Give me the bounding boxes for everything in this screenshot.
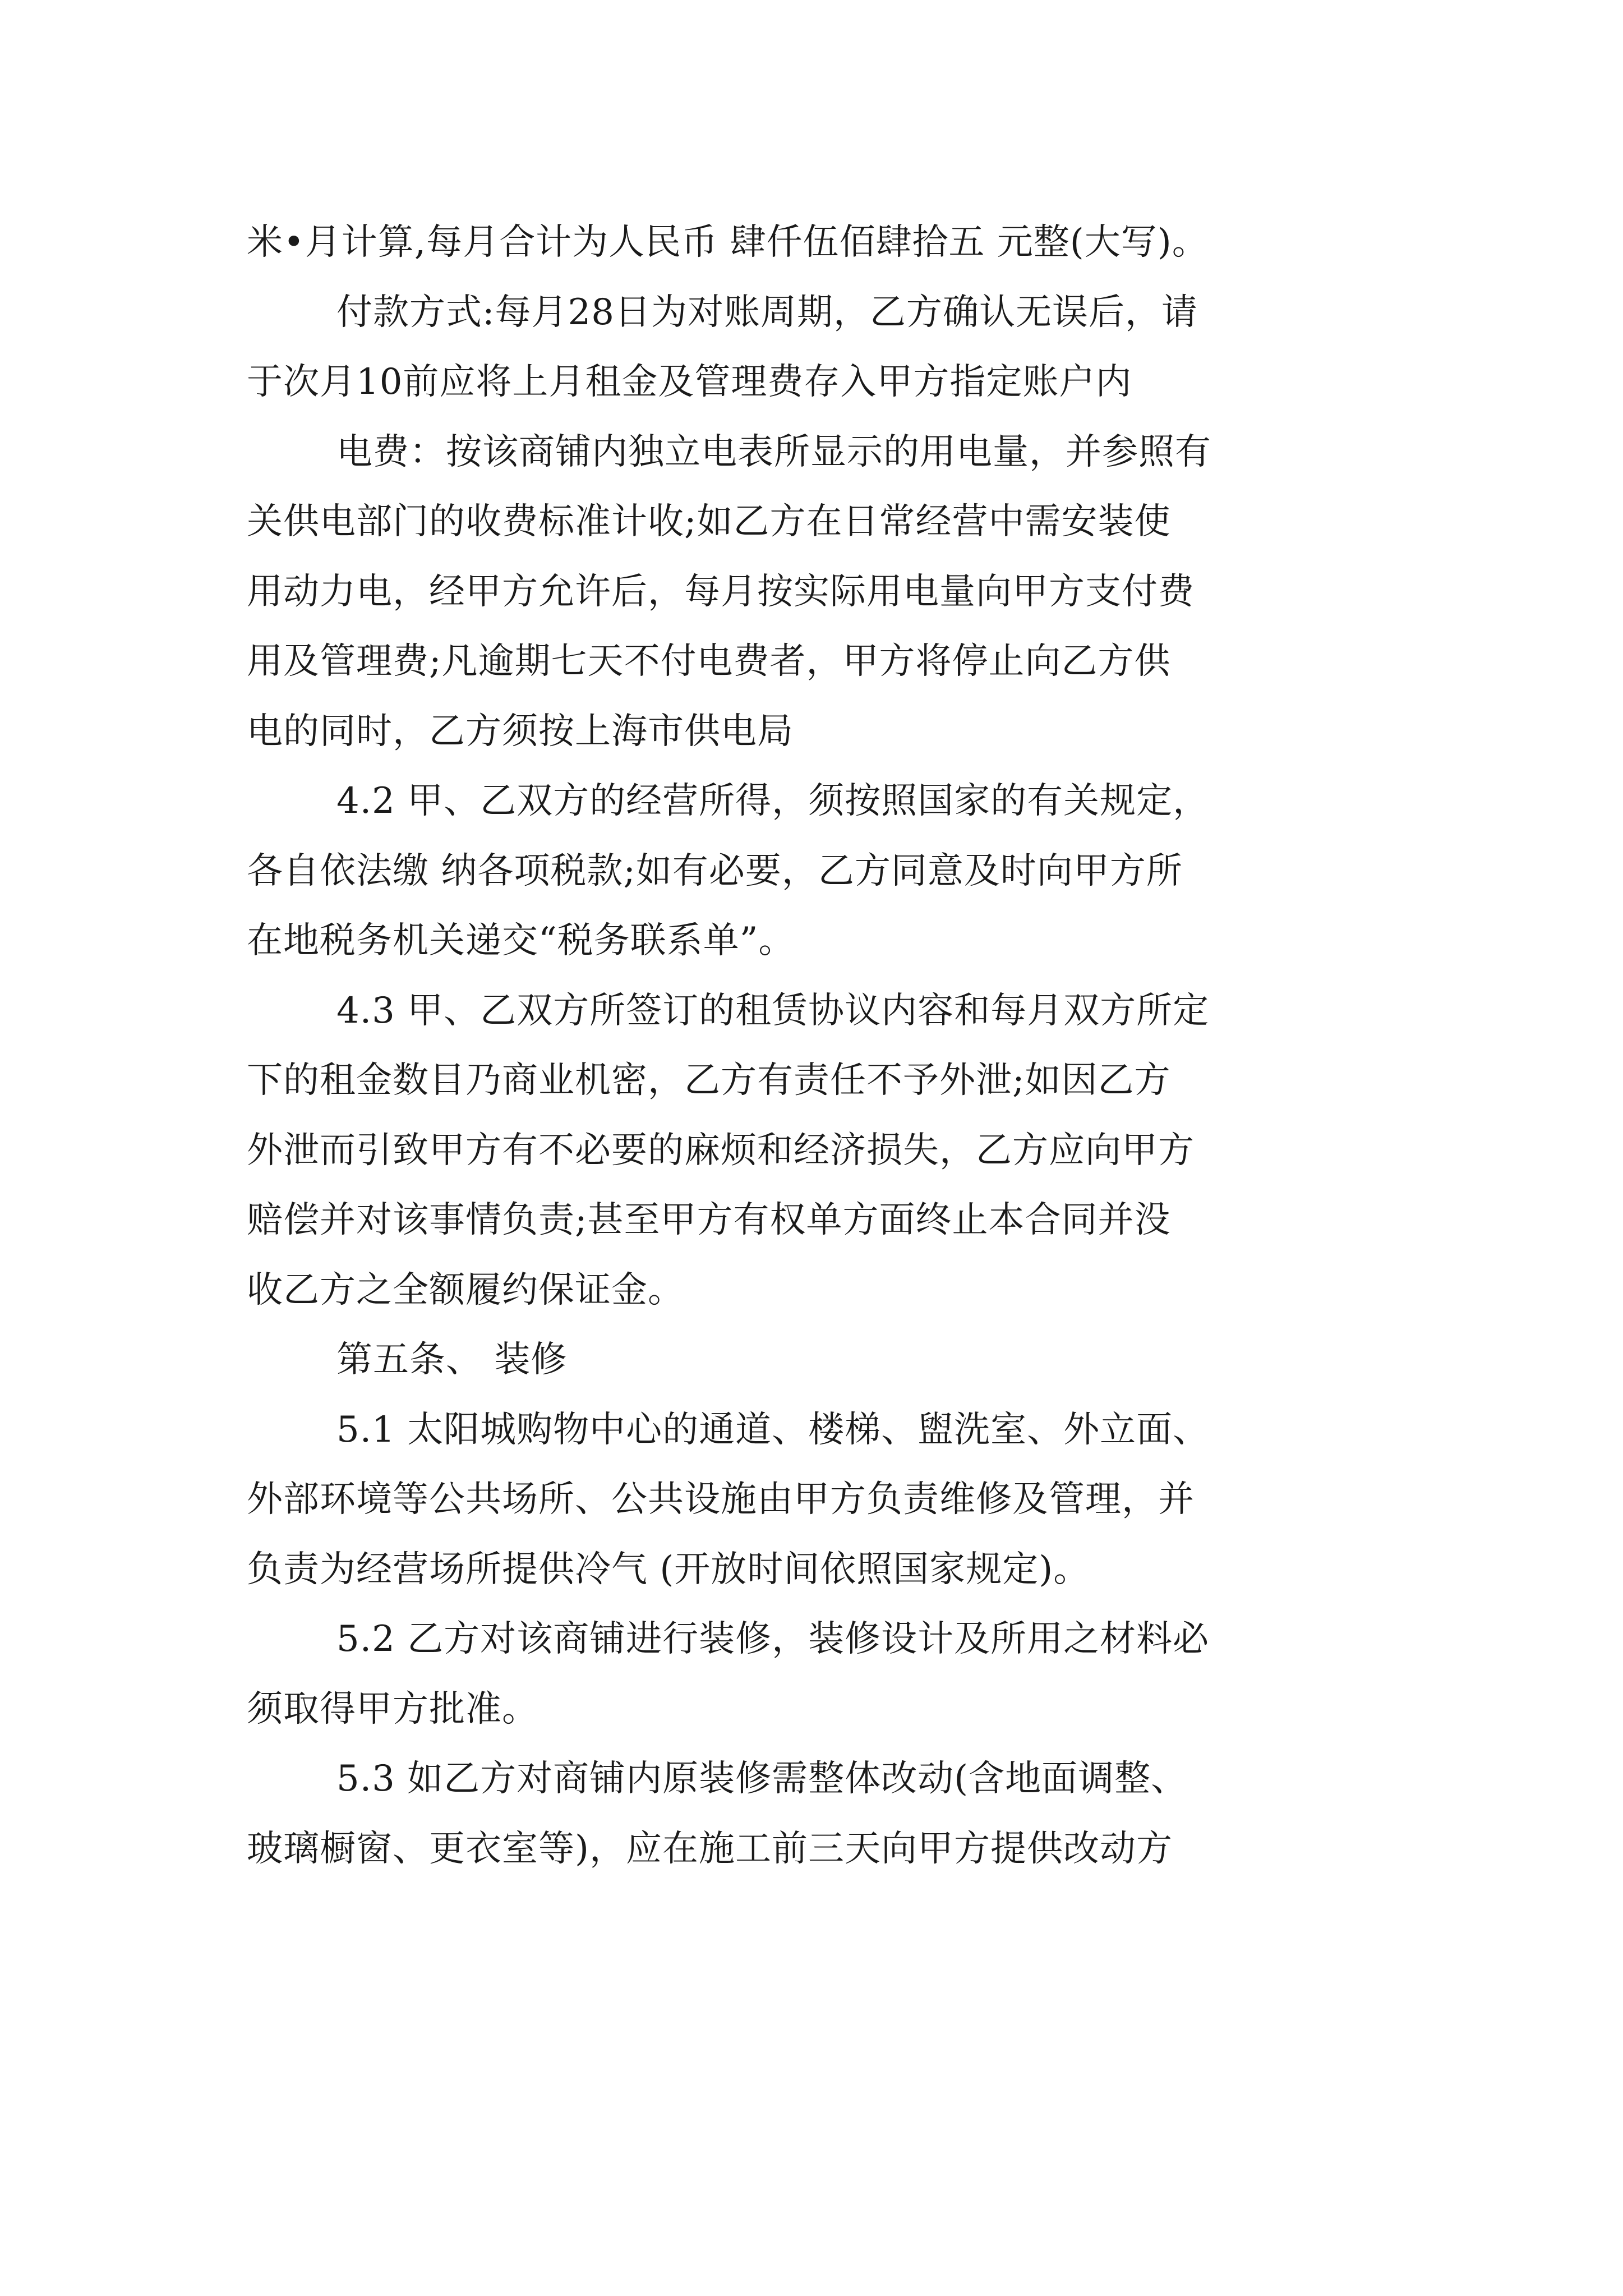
text-line: 付款方式:每月28日为对账周期，乙方确认无误后，请 (336, 291, 1198, 333)
text-line: 外泄而引致甲方有不必要的麻烦和经济损失，乙方应向甲方 (247, 1129, 1195, 1171)
text-line: 负责为经营场所提供冷气 (开放时间依照国家规定)。 (247, 1548, 1090, 1590)
text-line: 玻璃橱窗、更衣室等)，应在施工前三天向甲方提供改动方 (247, 1828, 1173, 1870)
text-line: 各自依法缴 纳各项税款;如有必要，乙方同意及时向甲方所 (247, 850, 1183, 892)
text-line: 米•月计算,每月合计为人民币 肆仟伍佰肆拾五 元整(大写)。 (247, 222, 1209, 263)
text-line: 电费：按该商铺内独立电表所显示的用电量，并参照有 (336, 431, 1211, 473)
text-line: 外部环境等公共场所、公共设施由甲方负责维修及管理，并 (247, 1479, 1195, 1520)
text-line: 4.2 甲、乙双方的经营所得，须按照国家的有关规定， (336, 780, 1210, 822)
text-line: 下的租金数目乃商业机密，乙方有责任不予外泄;如因乙方 (247, 1060, 1171, 1101)
text-line: 须取得甲方批准。 (247, 1688, 538, 1730)
text-line: 电的同时，乙方须按上海市供电局 (247, 710, 794, 752)
text-line: 在地税务机关递交“税务联系单”。 (247, 920, 795, 961)
text-line: 用及管理费;凡逾期七天不付电费者，甲方将停止向乙方供 (247, 641, 1171, 682)
text-line: 第五条、 装修 (336, 1339, 568, 1381)
text-line: 收乙方之全额履约保证金。 (247, 1269, 684, 1311)
text-line: 用动力电，经甲方允许后，每月按实际用电量向甲方支付费 (247, 570, 1195, 613)
text-line: 于次月10前应将上月租金及管理费存入甲方指定账户内 (247, 361, 1132, 403)
text-line: 5.1 太阳城购物中心的通道、楼梯、盥洗室、外立面、 (336, 1409, 1210, 1451)
text-line: 赔偿并对该事情负责;甚至甲方有权单方面终止本合同并没 (247, 1199, 1171, 1241)
text-line: 4.3 甲、乙双方所签订的租赁协议内容和每月双方所定 (336, 990, 1210, 1032)
contract-text (247, 208, 1430, 1884)
text-line: 5.2 乙方对该商铺进行装修，装修设计及所用之材料必 (336, 1618, 1210, 1660)
text-line: 5.3 如乙方对商铺内原装修需整体改动(含地面调整、 (336, 1758, 1188, 1800)
text-line: 关供电部门的收费标准计收;如乙方在日常经营中需安装使 (247, 501, 1171, 542)
